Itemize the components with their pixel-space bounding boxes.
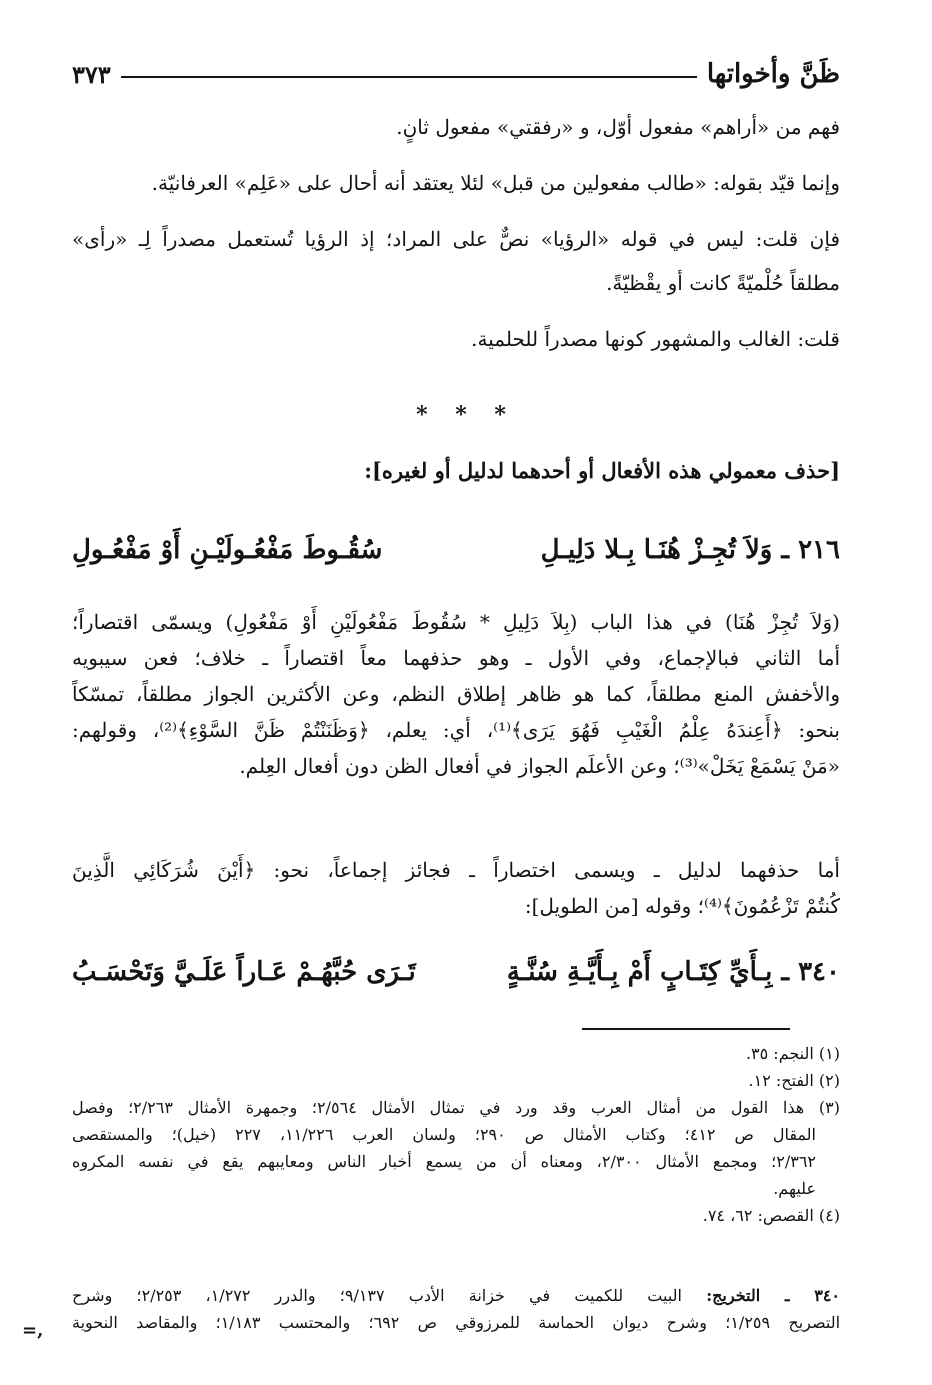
verse-216-first-hemistich: ٢١٦ ـ وَلاَ تُجِـزْ هُنَـا بِـلا دَلِيـلِ (540, 535, 840, 565)
footnote-3-line-3: ٢/٣٦٢؛ ومجمع الأمثال ٢/٣٠٠، ومعناه أن من يسمع أخبار الناس ومعايبهم يقع في نفسه المكروه (72, 1152, 817, 1171)
section-heading: [حذف معمولي هذه الأفعال أو أحدهما لدليل أو لغيره]: (364, 458, 840, 483)
footnote-separator-rule (582, 1028, 790, 1030)
verse-340-second-hemistich: تَـرَى حُبَّهُـمْ عَـاراً عَلَـيَّ وَتَحْسَـبُ (72, 957, 416, 987)
takhrij-label: ٣٤٠ ـ التخريج: (706, 1286, 840, 1305)
footnote-4: (٤) القصص: ٦٢، ٧٤. (702, 1206, 840, 1225)
footnote-3-line-4: عليهم. (773, 1179, 816, 1198)
footnote-3-line-2: المقال ص ٤١٢؛ وكتاب الأمثال ص ٢٩٠؛ ولسان العرب ١١/٢٢٦، ٢٢٧ (خيل)؛ والمستقصى (72, 1125, 817, 1144)
commentary-paragraph-2 (72, 852, 840, 924)
commentary-1-line-5: «مَنْ يَسْمَعْ يَخَلْ»⁽³⁾؛ وعن الأعلَم الجواز في أفعال الظن دون أفعال العِلم. (239, 754, 840, 778)
header-rule (121, 76, 697, 78)
commentary-2-line-2: كُنتُمْ تَزْعُمُونَ﴾⁽⁴⁾؛ وقوله [من الطويل]: (524, 894, 840, 918)
page-header (72, 54, 840, 94)
commentary-1-line-3: والأخفش المنع مطلقاً، كما هو ظاهر إطلاق النظم، وعن الأكثرين الجواز مطلقاً، تمسّكاً (72, 682, 840, 706)
commentary-1-line-2: أما الثاني فبالإجماع، وفي الأول ـ وهو حذفهما معاً اقتصاراً ـ خلاف؛ فعن سيبويه (72, 646, 840, 670)
paragraph-4: قلت: الغالب والمشهور كونها مصدراً للحلمية. (471, 327, 840, 351)
footnotes (72, 1040, 840, 1229)
continuation-mark: =, (22, 1320, 44, 1341)
section-separator: * * * (416, 402, 516, 428)
commentary-1-line-4: بنحو: ﴿أَعِندَهُ عِلْمُ الْغَيْبِ فَهُوَ يَرَى﴾⁽¹⁾، أي: يعلم، ﴿وَظَنَنْتُمْ ظَنَّ السَّوْءِ﴾⁽²⁾، وقولهم: (72, 718, 840, 742)
footnote-3-line-1: (٣) هذا القول من أمثال العرب وقد ورد في تمثال الأمثال ٢/٥٦٤؛ وجمهرة الأمثال ٢/٢٦٣؛ وفصل (72, 1098, 840, 1117)
page-number: ٣٧٣ (72, 59, 111, 89)
verse-216-second-hemistich: سُقُـوطَ مَفْعُـولَيْـنِ أَوْ مَفْعُـولِ (72, 535, 383, 565)
verse-340-first-hemistich: ٣٤٠ ـ بِـأَيِّ كِتَـابٍ أَمْ بِـأَيَّـةِ سُنَّـةٍ (506, 957, 840, 987)
footnote-2: (٢) الفتح: ١٢. (748, 1071, 840, 1090)
takhrij-line-1 (72, 1282, 840, 1309)
commentary-paragraph-1 (72, 604, 840, 784)
footnote-1: (١) النجم: ٣٥. (745, 1044, 840, 1063)
takhrij-line-2: التصريح ١/٢٥٩؛ وشرح ديوان الحماسة للمرزوقي ص ٦٩٢؛ والمحتسب ١/١٨٣؛ والمقاصد النحوية (72, 1313, 840, 1332)
takhrij-text-1: البيت للكميت في خزانة الأدب ٩/١٣٧؛ والدرر ١/٢٧٢، ٢/٢٥٣؛ وشرح (72, 1286, 707, 1305)
paragraph-2: وإنما قيّد بقوله: «طالب مفعولين من قبل» لئلا يعتقد أنه أحال على «عَلِم» العرفانيّة. (151, 171, 840, 195)
running-head: ظَنَّ وأخواتها (706, 59, 840, 89)
commentary-1-line-1: (وَلاَ تُجِزْ هُنَا) في هذا الباب (بِلاَ دَلِيلِ * سُقُوطَ مَفْعُولَيْنِ أَوْ مَفْعُولِ) ويسمّى اقتصاراً؛ (72, 610, 840, 634)
commentary-2-line-1: أما حذفهما لدليل ـ ويسمى اختصاراً ـ فجائز إجماعاً، نحو: ﴿أَيْنَ شُرَكَائِي الَّذِينَ (72, 858, 840, 882)
takhrij-note (72, 1282, 840, 1336)
paragraph-1: فهم من «أراهم» مفعول أوّل، و «رفقتي» مفعول ثانٍ. (396, 115, 840, 139)
verse-340 (72, 950, 840, 994)
paragraph-3-line-2: مطلقاً حُلْميّةً كانت أو يقْظيّةً. (606, 271, 840, 295)
paragraph-3-line-1: فإن قلت: ليس في قوله «الرؤيا» نصٌّ على المراد؛ إذ الرؤيا تُستعمل مصدراً لِـ «رأى» (72, 227, 841, 251)
verse-216 (72, 528, 840, 572)
